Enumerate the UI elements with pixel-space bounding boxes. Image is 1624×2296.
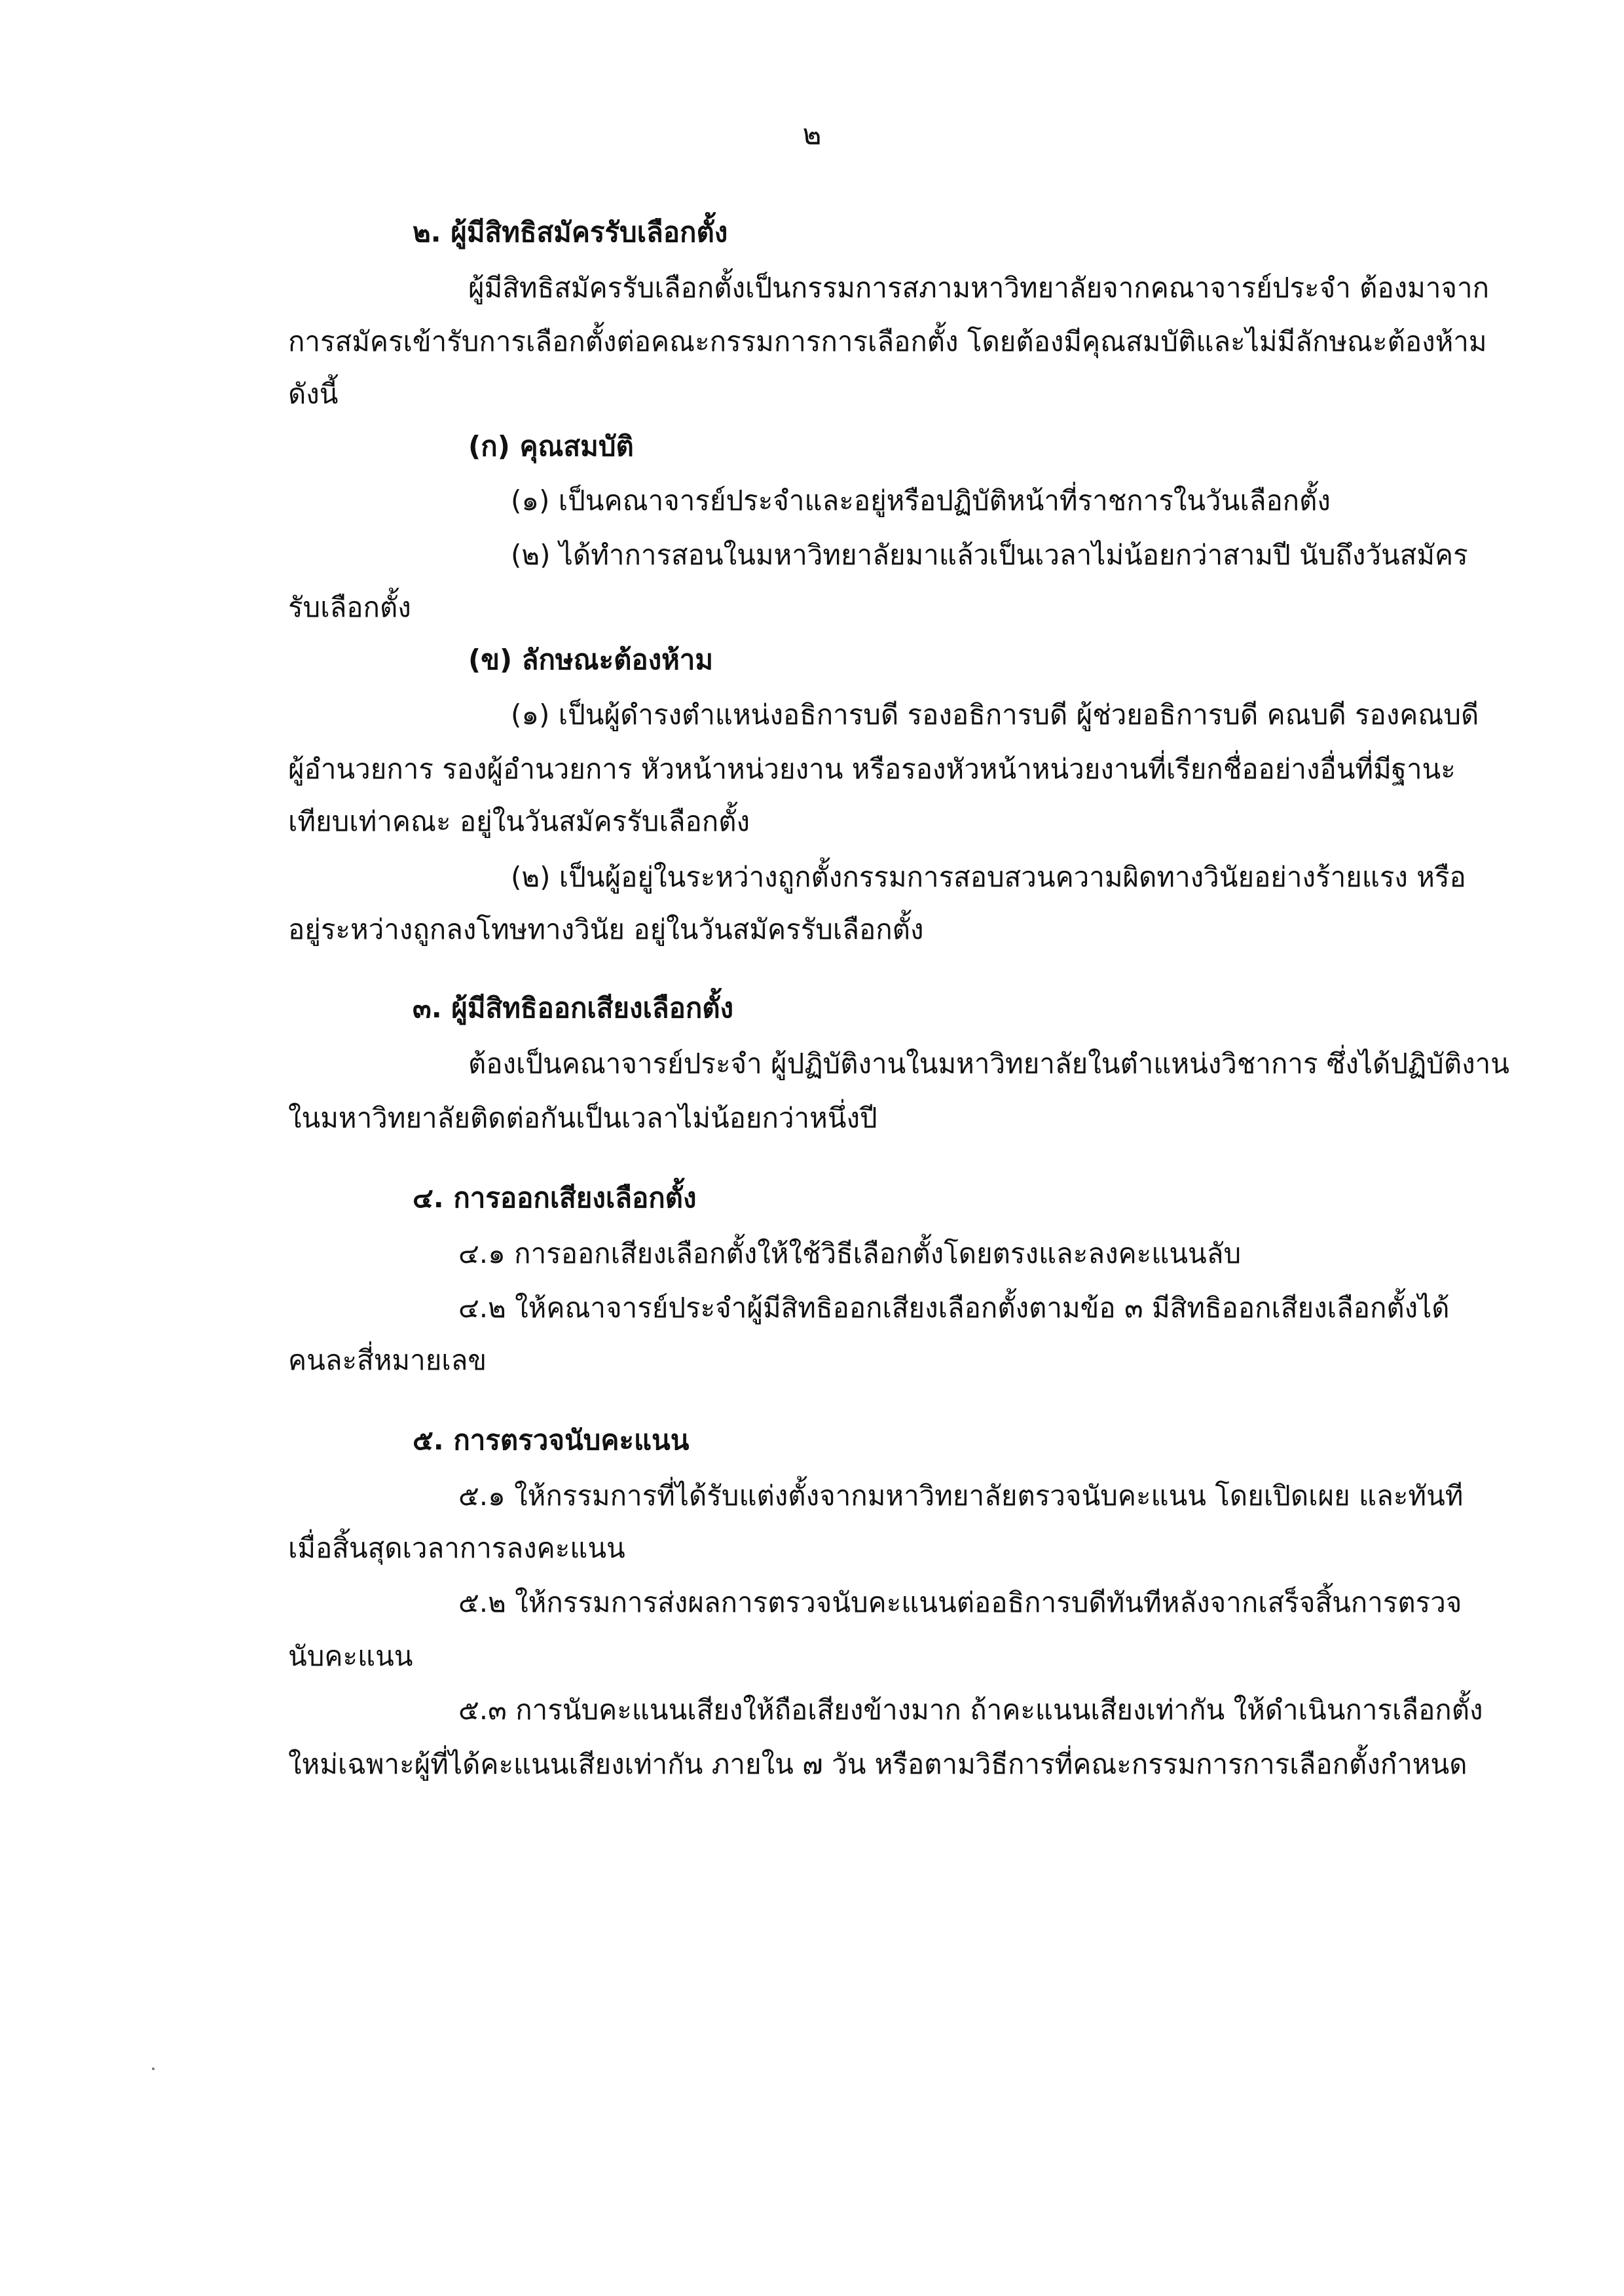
qualifications-heading: (ก) คุณสมบัติ	[468, 430, 634, 462]
section-4-heading: ๔. การออกเสียงเลือกตั้ง	[413, 1182, 697, 1214]
section-2-heading: ๒. ผู้มีสิทธิสมัครรับเลือกตั้ง	[413, 216, 728, 248]
section-4-item-2-cont: คนละสี่หมายเลข	[288, 1344, 487, 1376]
scan-speck	[152, 2068, 155, 2070]
prohibition-item-1: (๑) เป็นผู้ดำรงตำแหน่งอธิการบดี รองอธิการบดี ผู้ช่วยอธิการบดี คณบดี รองคณบดี	[511, 699, 1479, 731]
section-2-intro-line-1: ผู้มีสิทธิสมัครรับเลือกตั้งเป็นกรรมการสภามหาวิทยาลัยจากคณาจารย์ประจำ ต้องมาจาก	[468, 272, 1490, 304]
prohibition-item-2: (๒) เป็นผู้อยู่ในระหว่างถูกตั้งกรรมการสอบสวนความผิดทางวินัยอย่างร้ายแรง หรือ	[511, 861, 1466, 893]
page-number: ๒	[802, 118, 822, 151]
prohibitions-heading: (ข) ลักษณะต้องห้าม	[468, 644, 714, 676]
qualification-item-2: (๒) ได้ทำการสอนในมหาวิทยาลัยมาแล้วเป็นเวลาไม่น้อยกว่าสามปี นับถึงวันสมัคร	[511, 539, 1468, 571]
section-5-item-1: ๕.๑ ให้กรรมการที่ได้รับแต่งตั้งจากมหาวิทยาลัยตรวจนับคะแนน โดยเปิดเผย และทันที	[458, 1480, 1464, 1512]
section-3-heading: ๓. ผู้มีสิทธิออกเสียงเลือกตั้ง	[413, 992, 734, 1024]
section-5-heading: ๕. การตรวจนับคะแนน	[413, 1424, 690, 1456]
section-5-item-3: ๕.๓ การนับคะแนนเสียงให้ถือเสียงข้างมาก ถ้าคะแนนเสียงเท่ากัน ให้ดำเนินการเลือกตั้ง	[458, 1694, 1483, 1726]
prohibition-item-2-cont: อยู่ระหว่างถูกลงโทษทางวินัย อยู่ในวันสมัครรับเลือกตั้ง	[288, 913, 924, 945]
prohibition-item-1-cont: ผู้อำนวยการ รองผู้อำนวยการ หัวหน้าหน่วยงาน หรือรองหัวหน้าหน่วยงานที่เรียกชื่ออย่างอื่นที่มีฐานะ	[288, 753, 1456, 785]
section-3-line-1: ต้องเป็นคณาจารย์ประจำ ผู้ปฏิบัติงานในมหาวิทยาลัยในตำแหน่งวิชาการ ซึ่งได้ปฏิบัติงาน	[468, 1048, 1509, 1080]
qualification-item-1: (๑) เป็นคณาจารย์ประจำและอยู่หรือปฏิบัติหน้าที่ราชการในวันเลือกตั้ง	[511, 484, 1331, 517]
section-3-line-2: ในมหาวิทยาลัยติดต่อกันเป็นเวลาไม่น้อยกว่าหนึ่งปี	[288, 1102, 877, 1134]
section-4-item-2: ๔.๒ ให้คณาจารย์ประจำผู้มีสิทธิออกเสียงเลือกตั้งตามข้อ ๓ มีสิทธิออกเสียงเลือกตั้งได้	[458, 1292, 1450, 1324]
section-5-item-3-cont: ใหม่เฉพาะผู้ที่ได้คะแนนเสียงเท่ากัน ภายใน ๗ วัน หรือตามวิธีการที่คณะกรรมการการเลือกตั้งกำหนด	[288, 1748, 1467, 1780]
section-2-intro-line-3: ดังนี้	[288, 378, 339, 410]
section-4-item-1: ๔.๑ การออกเสียงเลือกตั้งให้ใช้วิธีเลือกตั้งโดยตรงและลงคะแนนลับ	[458, 1237, 1242, 1269]
section-5-item-2: ๕.๒ ให้กรรมการส่งผลการตรวจนับคะแนนต่ออธิการบดีทันทีหลังจากเสร็จสิ้นการตรวจ	[458, 1586, 1462, 1618]
prohibition-item-1-cont-2: เทียบเท่าคณะ อยู่ในวันสมัครรับเลือกตั้ง	[288, 805, 750, 837]
qualification-item-2-cont: รับเลือกตั้ง	[288, 591, 411, 623]
section-5-item-1-cont: เมื่อสิ้นสุดเวลาการลงคะแนน	[288, 1532, 625, 1564]
section-5-item-2-cont: นับคะแนน	[288, 1640, 413, 1672]
section-2-intro-line-2: การสมัครเข้ารับการเลือกตั้งต่อคณะกรรมการการเลือกตั้ง โดยต้องมีคุณสมบัติและไม่มีลักษณะต้องห้าม	[288, 325, 1487, 357]
